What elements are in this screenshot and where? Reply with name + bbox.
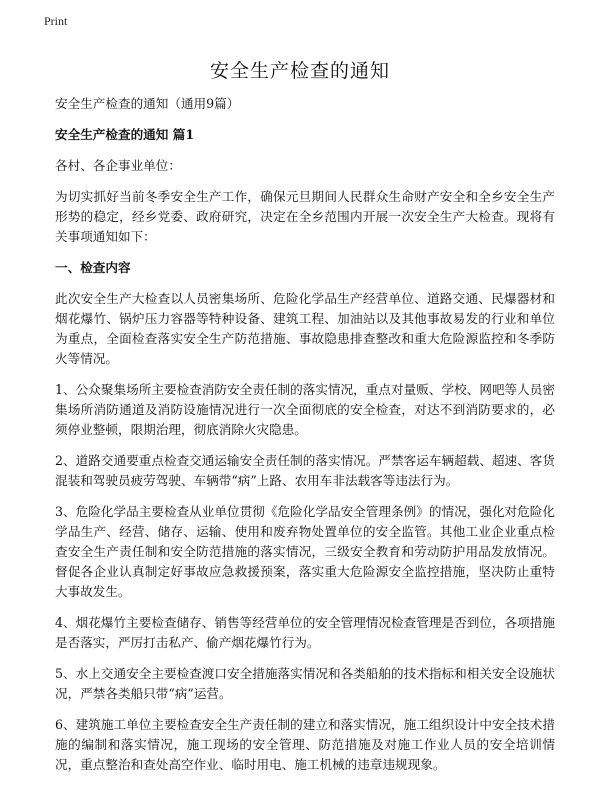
section-title: 安全生产检查的通知 篇1: [55, 127, 195, 142]
heading-inspection-content: 一、检查内容: [55, 260, 131, 275]
item-paragraph-1: 1、公众聚集场所主要检查消防安全责任制的落实情况，重点对量贩、学校、网吧等人员密集场所消防通道及消防设施情况进行一次全面彻底的安全检查，对达不到消防要求的，必须停业整顿，限期治理，彻底消除火灾隐患。: [55, 382, 555, 437]
salutation: 各村、各企事业单位：: [55, 158, 181, 173]
item-paragraph-6: 6、建筑施工单位主要检查安全生产责任制的建立和落实情况，施工组织设计中安全技术措施的编制和落实情况，施工现场的安全管理、防范措施及对施工作业人员的安全培训情况，重点整治和查处高空作业、临时用电、施工机械的违章违规现象。: [55, 717, 555, 772]
print-link[interactable]: Print: [44, 14, 68, 28]
item-paragraph-4: 4、烟花爆竹主要检查储存、销售等经营单位的安全管理情况检查管理是否到位，各项措施是否落实，严厉打击私产、偷产烟花爆竹行为。: [55, 615, 555, 650]
intro-paragraph: 为切实抓好当前冬季安全生产工作，确保元旦期间人民群众生命财产安全和全乡安全生产形势的稳定，经乡党委、政府研究，决定在全乡范围内开展一次安全生产大检查。现将有关事项通知如下：: [55, 189, 555, 244]
item-paragraph-2: 2、道路交通要重点检查交通运输安全责任制的落实情况。严禁客运车辆超载、超速、客货混装和驾驶员疲劳驾驶、车辆带“病”上路、农用车非法载客等违法行为。: [55, 453, 555, 488]
document-subtitle: 安全生产检查的通知（通用9篇）: [55, 96, 240, 111]
document-title: 安全生产检查的通知: [209, 60, 390, 82]
item-paragraph-3: 3、危险化学品主要检查从业单位贯彻《危险化学品安全管理条例》的情况，强化对危险化学品生产、经营、储存、运输、使用和废弃物处置单位的安全监管。其他工业企业重点检查安全生产责任制和安全防范措施的落实情况，三级安全教育和劳动防护用品发放情况。督促各企业认真制定好事故应急救援预案，落实重大危险源安全监控措施，坚决防止重特大事故发生。: [55, 504, 555, 599]
document-body: [55, 94, 555, 786]
content-intro-paragraph: 此次安全生产大检查以人员密集场所、危险化学品生产经营单位、道路交通、民爆器材和烟花爆竹、锅炉压力容器等特种设备、建筑工程、加油站以及其他事故易发的行业和单位为重点，全面检查落实安全生产防范措施、事故隐患排查整改和重大危险源监控和冬季防火等情况。: [55, 291, 555, 366]
item-paragraph-5: 5、水上交通安全主要检查渡口安全措施落实情况和各类船舶的技术指标和相关安全设施状况，严禁各类船只带“病”运营。: [55, 666, 555, 701]
